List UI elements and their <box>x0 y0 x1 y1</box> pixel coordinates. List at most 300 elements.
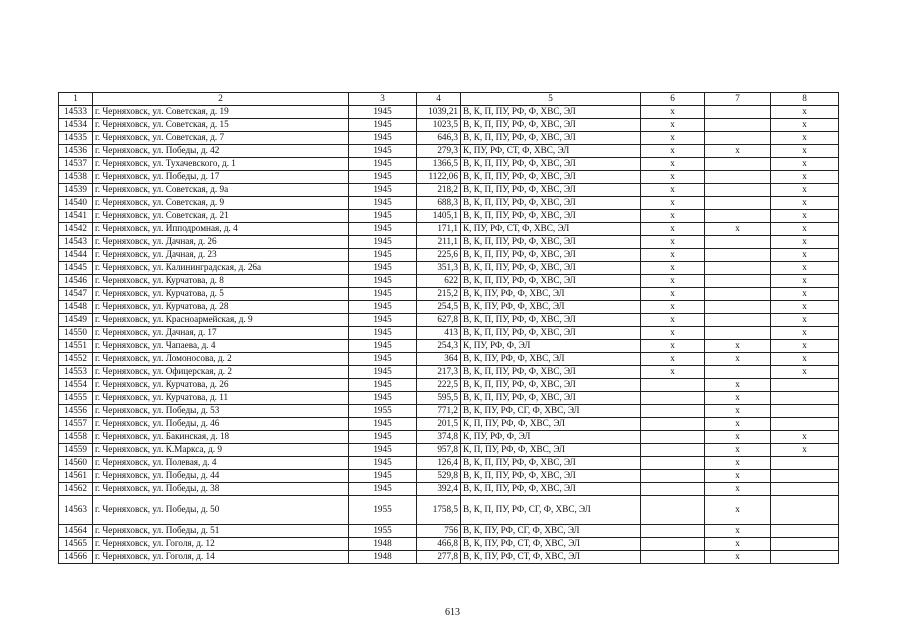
cell-mark-6 <box>641 431 705 444</box>
cell-mark-8: х <box>771 327 839 340</box>
cell-mark-8 <box>771 379 839 392</box>
table-row <box>59 457 839 470</box>
cell-number: 14553 <box>59 366 93 379</box>
cell-year: 1945 <box>349 470 417 483</box>
cell-mark-7: х <box>705 551 771 564</box>
cell-mark-7 <box>705 327 771 340</box>
table-row <box>59 106 839 119</box>
cell-mark-6: х <box>641 262 705 275</box>
table-row <box>59 223 839 236</box>
cell-address: г. Черняховск, ул. Победы, д. 51 <box>93 525 349 538</box>
cell-year: 1945 <box>349 327 417 340</box>
cell-mark-7 <box>705 314 771 327</box>
cell-address: г. Черняховск, ул. К.Маркса, д. 9 <box>93 444 349 457</box>
cell-number: 14537 <box>59 158 93 171</box>
cell-number: 14549 <box>59 314 93 327</box>
cell-utilities: В, К, П, ПУ, РФ, Ф, ХВС, ЭЛ <box>461 379 641 392</box>
cell-area: 215,2 <box>417 288 461 301</box>
cell-year: 1945 <box>349 210 417 223</box>
cell-year: 1945 <box>349 444 417 457</box>
cell-mark-7: х <box>705 353 771 366</box>
cell-mark-7 <box>705 262 771 275</box>
cell-number: 14536 <box>59 145 93 158</box>
cell-address: г. Черняховск, ул. Дачная, д. 26 <box>93 236 349 249</box>
cell-mark-7: х <box>705 496 771 525</box>
cell-area: 1405,1 <box>417 210 461 223</box>
cell-utilities: К, П, ПУ, РФ, Ф, ХВС, ЭЛ <box>461 418 641 431</box>
cell-year: 1945 <box>349 132 417 145</box>
cell-mark-6 <box>641 444 705 457</box>
cell-address: г. Черняховск, ул. Курчатова, д. 26 <box>93 379 349 392</box>
cell-utilities: В, К, ПУ, РФ, СГ, Ф, ХВС, ЭЛ <box>461 525 641 538</box>
table-row <box>59 158 839 171</box>
cell-mark-6: х <box>641 236 705 249</box>
table-row <box>59 496 839 525</box>
cell-number: 14560 <box>59 457 93 470</box>
cell-mark-7: х <box>705 457 771 470</box>
cell-year: 1948 <box>349 551 417 564</box>
cell-mark-6: х <box>641 132 705 145</box>
cell-mark-6: х <box>641 353 705 366</box>
cell-address: г. Черняховск, ул. Победы, д. 42 <box>93 145 349 158</box>
cell-address: г. Черняховск, ул. Тухачевского, д. 1 <box>93 158 349 171</box>
cell-year: 1945 <box>349 106 417 119</box>
table-row <box>59 392 839 405</box>
cell-area: 392,4 <box>417 483 461 496</box>
cell-utilities: В, К, П, ПУ, РФ, Ф, ХВС, ЭЛ <box>461 236 641 249</box>
header-col-7: 7 <box>705 93 771 106</box>
cell-year: 1945 <box>349 197 417 210</box>
header-col-6: 6 <box>641 93 705 106</box>
cell-address: г. Черняховск, ул. Офицерская, д. 2 <box>93 366 349 379</box>
cell-number: 14550 <box>59 327 93 340</box>
cell-mark-8: х <box>771 106 839 119</box>
cell-area: 211,1 <box>417 236 461 249</box>
cell-utilities: В, К, ПУ, РФ, СТ, Ф, ХВС, ЭЛ <box>461 538 641 551</box>
cell-mark-7 <box>705 288 771 301</box>
cell-number: 14565 <box>59 538 93 551</box>
cell-number: 14534 <box>59 119 93 132</box>
table-row <box>59 262 839 275</box>
cell-mark-6: х <box>641 184 705 197</box>
cell-mark-6 <box>641 392 705 405</box>
cell-number: 14551 <box>59 340 93 353</box>
cell-year: 1945 <box>349 184 417 197</box>
cell-utilities: В, К, П, ПУ, РФ, Ф, ХВС, ЭЛ <box>461 275 641 288</box>
cell-mark-8 <box>771 525 839 538</box>
cell-address: г. Черняховск, ул. Ломоносова, д. 2 <box>93 353 349 366</box>
table-row <box>59 236 839 249</box>
cell-utilities: В, К, П, ПУ, РФ, Ф, ХВС, ЭЛ <box>461 366 641 379</box>
cell-area: 171,1 <box>417 223 461 236</box>
table-row <box>59 525 839 538</box>
cell-number: 14541 <box>59 210 93 223</box>
cell-mark-8: х <box>771 444 839 457</box>
table-row <box>59 132 839 145</box>
table-row <box>59 288 839 301</box>
cell-utilities: В, К, П, ПУ, РФ, Ф, ХВС, ЭЛ <box>461 483 641 496</box>
cell-year: 1945 <box>349 288 417 301</box>
cell-utilities: В, К, П, ПУ, РФ, Ф, ХВС, ЭЛ <box>461 106 641 119</box>
cell-area: 254,3 <box>417 340 461 353</box>
cell-mark-8: х <box>771 431 839 444</box>
header-col-3: 3 <box>349 93 417 106</box>
table-row <box>59 483 839 496</box>
cell-area: 1758,5 <box>417 496 461 525</box>
cell-address: г. Черняховск, ул. Победы, д. 38 <box>93 483 349 496</box>
cell-year: 1945 <box>349 301 417 314</box>
cell-mark-6 <box>641 470 705 483</box>
cell-area: 756 <box>417 525 461 538</box>
cell-area: 646,3 <box>417 132 461 145</box>
cell-utilities: В, К, П, ПУ, РФ, СГ, Ф, ХВС, ЭЛ <box>461 496 641 525</box>
cell-utilities: К, П, ПУ, РФ, Ф, ХВС, ЭЛ <box>461 444 641 457</box>
cell-area: 529,8 <box>417 470 461 483</box>
page-number: 613 <box>445 607 460 618</box>
cell-address: г. Черняховск, ул. Ипподромная, д. 4 <box>93 223 349 236</box>
cell-area: 374,8 <box>417 431 461 444</box>
cell-mark-7: х <box>705 392 771 405</box>
cell-mark-7 <box>705 301 771 314</box>
cell-mark-8: х <box>771 366 839 379</box>
cell-area: 222,5 <box>417 379 461 392</box>
table-row <box>59 184 839 197</box>
cell-utilities: В, К, П, ПУ, РФ, Ф, ХВС, ЭЛ <box>461 457 641 470</box>
table-row <box>59 314 839 327</box>
cell-mark-7 <box>705 210 771 223</box>
cell-mark-7: х <box>705 145 771 158</box>
cell-address: г. Черняховск, ул. Курчатова, д. 11 <box>93 392 349 405</box>
cell-mark-6 <box>641 551 705 564</box>
cell-number: 14533 <box>59 106 93 119</box>
cell-address: г. Черняховск, ул. Советская, д. 9 <box>93 197 349 210</box>
cell-mark-8: х <box>771 171 839 184</box>
cell-mark-8 <box>771 470 839 483</box>
table-row <box>59 366 839 379</box>
cell-mark-6 <box>641 525 705 538</box>
cell-number: 14561 <box>59 470 93 483</box>
cell-utilities: В, К, П, ПУ, РФ, Ф, ХВС, ЭЛ <box>461 262 641 275</box>
cell-number: 14548 <box>59 301 93 314</box>
table-row <box>59 340 839 353</box>
cell-year: 1945 <box>349 262 417 275</box>
cell-address: г. Черняховск, ул. Гоголя, д. 14 <box>93 551 349 564</box>
cell-number: 14539 <box>59 184 93 197</box>
cell-number: 14546 <box>59 275 93 288</box>
cell-mark-7 <box>705 158 771 171</box>
cell-number: 14563 <box>59 496 93 525</box>
cell-address: г. Черняховск, ул. Советская, д. 7 <box>93 132 349 145</box>
cell-mark-7: х <box>705 470 771 483</box>
table-row <box>59 470 839 483</box>
table-row <box>59 197 839 210</box>
cell-mark-6: х <box>641 314 705 327</box>
cell-mark-6 <box>641 457 705 470</box>
cell-address: г. Черняховск, ул. Победы, д. 46 <box>93 418 349 431</box>
cell-utilities: В, К, П, ПУ, РФ, Ф, ХВС, ЭЛ <box>461 314 641 327</box>
cell-area: 254,5 <box>417 301 461 314</box>
cell-mark-6 <box>641 418 705 431</box>
cell-number: 14562 <box>59 483 93 496</box>
cell-mark-8: х <box>771 145 839 158</box>
table-row <box>59 431 839 444</box>
cell-address: г. Черняховск, ул. Красноармейская, д. 9 <box>93 314 349 327</box>
table-row <box>59 418 839 431</box>
table-row <box>59 353 839 366</box>
table-row <box>59 379 839 392</box>
cell-number: 14554 <box>59 379 93 392</box>
table-row <box>59 249 839 262</box>
cell-mark-8: х <box>771 301 839 314</box>
cell-utilities: В, К, ПУ, РФ, Ф, ХВС, ЭЛ <box>461 288 641 301</box>
cell-area: 351,3 <box>417 262 461 275</box>
cell-area: 957,8 <box>417 444 461 457</box>
cell-mark-8: х <box>771 249 839 262</box>
cell-year: 1945 <box>349 171 417 184</box>
cell-address: г. Черняховск, ул. Курчатова, д. 28 <box>93 301 349 314</box>
cell-year: 1945 <box>349 249 417 262</box>
table-row <box>59 405 839 418</box>
cell-mark-7: х <box>705 431 771 444</box>
cell-utilities: В, К, П, ПУ, РФ, Ф, ХВС, ЭЛ <box>461 210 641 223</box>
cell-mark-7: х <box>705 444 771 457</box>
cell-mark-8: х <box>771 210 839 223</box>
cell-mark-8: х <box>771 288 839 301</box>
cell-area: 217,3 <box>417 366 461 379</box>
cell-year: 1945 <box>349 457 417 470</box>
cell-mark-6 <box>641 405 705 418</box>
cell-number: 14559 <box>59 444 93 457</box>
cell-year: 1955 <box>349 405 417 418</box>
cell-year: 1945 <box>349 353 417 366</box>
cell-utilities: В, К, П, ПУ, РФ, Ф, ХВС, ЭЛ <box>461 158 641 171</box>
housing-table <box>58 92 839 564</box>
cell-utilities: В, К, ПУ, РФ, Ф, ХВС, ЭЛ <box>461 353 641 366</box>
cell-year: 1945 <box>349 379 417 392</box>
cell-mark-6: х <box>641 145 705 158</box>
cell-utilities: В, К, П, ПУ, РФ, Ф, ХВС, ЭЛ <box>461 132 641 145</box>
cell-area: 622 <box>417 275 461 288</box>
cell-address: г. Черняховск, ул. Курчатова, д. 8 <box>93 275 349 288</box>
cell-area: 627,8 <box>417 314 461 327</box>
cell-mark-6: х <box>641 119 705 132</box>
cell-address: г. Черняховск, ул. Советская, д. 15 <box>93 119 349 132</box>
cell-area: 364 <box>417 353 461 366</box>
cell-area: 688,3 <box>417 197 461 210</box>
cell-number: 14552 <box>59 353 93 366</box>
cell-mark-7 <box>705 366 771 379</box>
cell-number: 14540 <box>59 197 93 210</box>
cell-mark-8: х <box>771 197 839 210</box>
cell-number: 14542 <box>59 223 93 236</box>
cell-utilities: В, К, ПУ, РФ, Ф, ХВС, ЭЛ <box>461 301 641 314</box>
cell-mark-7 <box>705 275 771 288</box>
cell-utilities: В, К, П, ПУ, РФ, Ф, ХВС, ЭЛ <box>461 171 641 184</box>
cell-year: 1945 <box>349 483 417 496</box>
cell-mark-7: х <box>705 405 771 418</box>
cell-mark-8: х <box>771 158 839 171</box>
cell-mark-7 <box>705 236 771 249</box>
cell-year: 1955 <box>349 525 417 538</box>
header-col-4: 4 <box>417 93 461 106</box>
cell-mark-7: х <box>705 418 771 431</box>
cell-area: 771,2 <box>417 405 461 418</box>
cell-mark-7 <box>705 249 771 262</box>
cell-address: г. Черняховск, ул. Дачная, д. 23 <box>93 249 349 262</box>
table-row <box>59 275 839 288</box>
cell-mark-6 <box>641 379 705 392</box>
cell-mark-6 <box>641 483 705 496</box>
cell-area: 413 <box>417 327 461 340</box>
cell-mark-7: х <box>705 538 771 551</box>
cell-mark-7: х <box>705 340 771 353</box>
cell-mark-7: х <box>705 379 771 392</box>
cell-utilities: К, ПУ, РФ, Ф, ЭЛ <box>461 340 641 353</box>
cell-number: 14557 <box>59 418 93 431</box>
cell-utilities: В, К, П, ПУ, РФ, Ф, ХВС, ЭЛ <box>461 184 641 197</box>
cell-year: 1945 <box>349 314 417 327</box>
cell-address: г. Черняховск, ул. Чапаева, д. 4 <box>93 340 349 353</box>
cell-address: г. Черняховск, ул. Калининградская, д. 26а <box>93 262 349 275</box>
cell-mark-7 <box>705 184 771 197</box>
table-row <box>59 327 839 340</box>
cell-number: 14543 <box>59 236 93 249</box>
cell-mark-6: х <box>641 366 705 379</box>
cell-mark-6: х <box>641 288 705 301</box>
header-col-2: 2 <box>93 93 349 106</box>
cell-mark-6 <box>641 538 705 551</box>
cell-address: г. Черняховск, ул. Советская, д. 19 <box>93 106 349 119</box>
cell-mark-6: х <box>641 197 705 210</box>
cell-utilities: В, К, П, ПУ, РФ, Ф, ХВС, ЭЛ <box>461 327 641 340</box>
cell-mark-7 <box>705 106 771 119</box>
cell-area: 595,5 <box>417 392 461 405</box>
cell-year: 1945 <box>349 366 417 379</box>
cell-mark-8: х <box>771 184 839 197</box>
cell-year: 1955 <box>349 496 417 525</box>
cell-address: г. Черняховск, ул. Гоголя, д. 12 <box>93 538 349 551</box>
cell-mark-8 <box>771 538 839 551</box>
cell-number: 14538 <box>59 171 93 184</box>
header-col-5: 5 <box>461 93 641 106</box>
cell-number: 14556 <box>59 405 93 418</box>
cell-year: 1945 <box>349 119 417 132</box>
cell-area: 277,8 <box>417 551 461 564</box>
cell-mark-7: х <box>705 525 771 538</box>
cell-mark-8: х <box>771 119 839 132</box>
cell-number: 14547 <box>59 288 93 301</box>
cell-address: г. Черняховск, ул. Победы, д. 17 <box>93 171 349 184</box>
header-col-8: 8 <box>771 93 839 106</box>
table-row <box>59 210 839 223</box>
cell-mark-7 <box>705 119 771 132</box>
cell-area: 218,2 <box>417 184 461 197</box>
cell-area: 1039,21 <box>417 106 461 119</box>
cell-mark-6: х <box>641 158 705 171</box>
cell-utilities: В, К, П, ПУ, РФ, Ф, ХВС, ЭЛ <box>461 470 641 483</box>
cell-number: 14544 <box>59 249 93 262</box>
cell-year: 1945 <box>349 223 417 236</box>
cell-number: 14564 <box>59 525 93 538</box>
cell-area: 1023,5 <box>417 119 461 132</box>
cell-address: г. Черняховск, ул. Победы, д. 44 <box>93 470 349 483</box>
cell-year: 1945 <box>349 392 417 405</box>
cell-number: 14545 <box>59 262 93 275</box>
cell-mark-8 <box>771 483 839 496</box>
cell-utilities: В, К, ПУ, РФ, СГ, Ф, ХВС, ЭЛ <box>461 405 641 418</box>
cell-number: 14555 <box>59 392 93 405</box>
cell-mark-6: х <box>641 106 705 119</box>
cell-utilities: В, К, ПУ, РФ, СТ, Ф, ХВС, ЭЛ <box>461 551 641 564</box>
table-row <box>59 145 839 158</box>
table-row <box>59 119 839 132</box>
cell-utilities: К, ПУ, РФ, Ф, ЭЛ <box>461 431 641 444</box>
cell-utilities: В, К, П, ПУ, РФ, Ф, ХВС, ЭЛ <box>461 392 641 405</box>
cell-area: 279,3 <box>417 145 461 158</box>
cell-utilities: К, ПУ, РФ, СТ, Ф, ХВС, ЭЛ <box>461 223 641 236</box>
cell-mark-8 <box>771 418 839 431</box>
cell-mark-8 <box>771 392 839 405</box>
cell-mark-7: х <box>705 223 771 236</box>
cell-mark-7 <box>705 197 771 210</box>
cell-address: г. Черняховск, ул. Полевая, д. 4 <box>93 457 349 470</box>
cell-utilities: В, К, П, ПУ, РФ, Ф, ХВС, ЭЛ <box>461 249 641 262</box>
cell-mark-8: х <box>771 262 839 275</box>
cell-mark-6 <box>641 496 705 525</box>
cell-year: 1945 <box>349 340 417 353</box>
cell-year: 1945 <box>349 145 417 158</box>
cell-mark-8 <box>771 496 839 525</box>
table-row <box>59 538 839 551</box>
cell-utilities: В, К, П, ПУ, РФ, Ф, ХВС, ЭЛ <box>461 119 641 132</box>
cell-mark-8 <box>771 405 839 418</box>
cell-address: г. Черняховск, ул. Советская, д. 9а <box>93 184 349 197</box>
cell-mark-8: х <box>771 132 839 145</box>
cell-mark-8: х <box>771 275 839 288</box>
cell-mark-6: х <box>641 340 705 353</box>
cell-area: 201,5 <box>417 418 461 431</box>
cell-mark-6: х <box>641 275 705 288</box>
cell-area: 466,8 <box>417 538 461 551</box>
cell-mark-8: х <box>771 236 839 249</box>
cell-area: 1366,5 <box>417 158 461 171</box>
cell-mark-7: х <box>705 483 771 496</box>
cell-address: г. Черняховск, ул. Дачная, д. 17 <box>93 327 349 340</box>
cell-mark-8: х <box>771 314 839 327</box>
cell-number: 14558 <box>59 431 93 444</box>
cell-year: 1945 <box>349 236 417 249</box>
cell-mark-7 <box>705 132 771 145</box>
cell-year: 1945 <box>349 158 417 171</box>
cell-year: 1948 <box>349 538 417 551</box>
cell-mark-6: х <box>641 171 705 184</box>
cell-mark-8: х <box>771 223 839 236</box>
cell-mark-6: х <box>641 223 705 236</box>
cell-mark-6: х <box>641 249 705 262</box>
table-row <box>59 301 839 314</box>
header-row <box>59 93 839 106</box>
cell-year: 1945 <box>349 431 417 444</box>
table-row <box>59 551 839 564</box>
table-row <box>59 171 839 184</box>
cell-area: 126,4 <box>417 457 461 470</box>
cell-year: 1945 <box>349 275 417 288</box>
cell-number: 14535 <box>59 132 93 145</box>
cell-address: г. Черняховск, ул. Победы, д. 53 <box>93 405 349 418</box>
cell-utilities: В, К, П, ПУ, РФ, Ф, ХВС, ЭЛ <box>461 197 641 210</box>
cell-mark-7 <box>705 171 771 184</box>
cell-mark-8 <box>771 551 839 564</box>
